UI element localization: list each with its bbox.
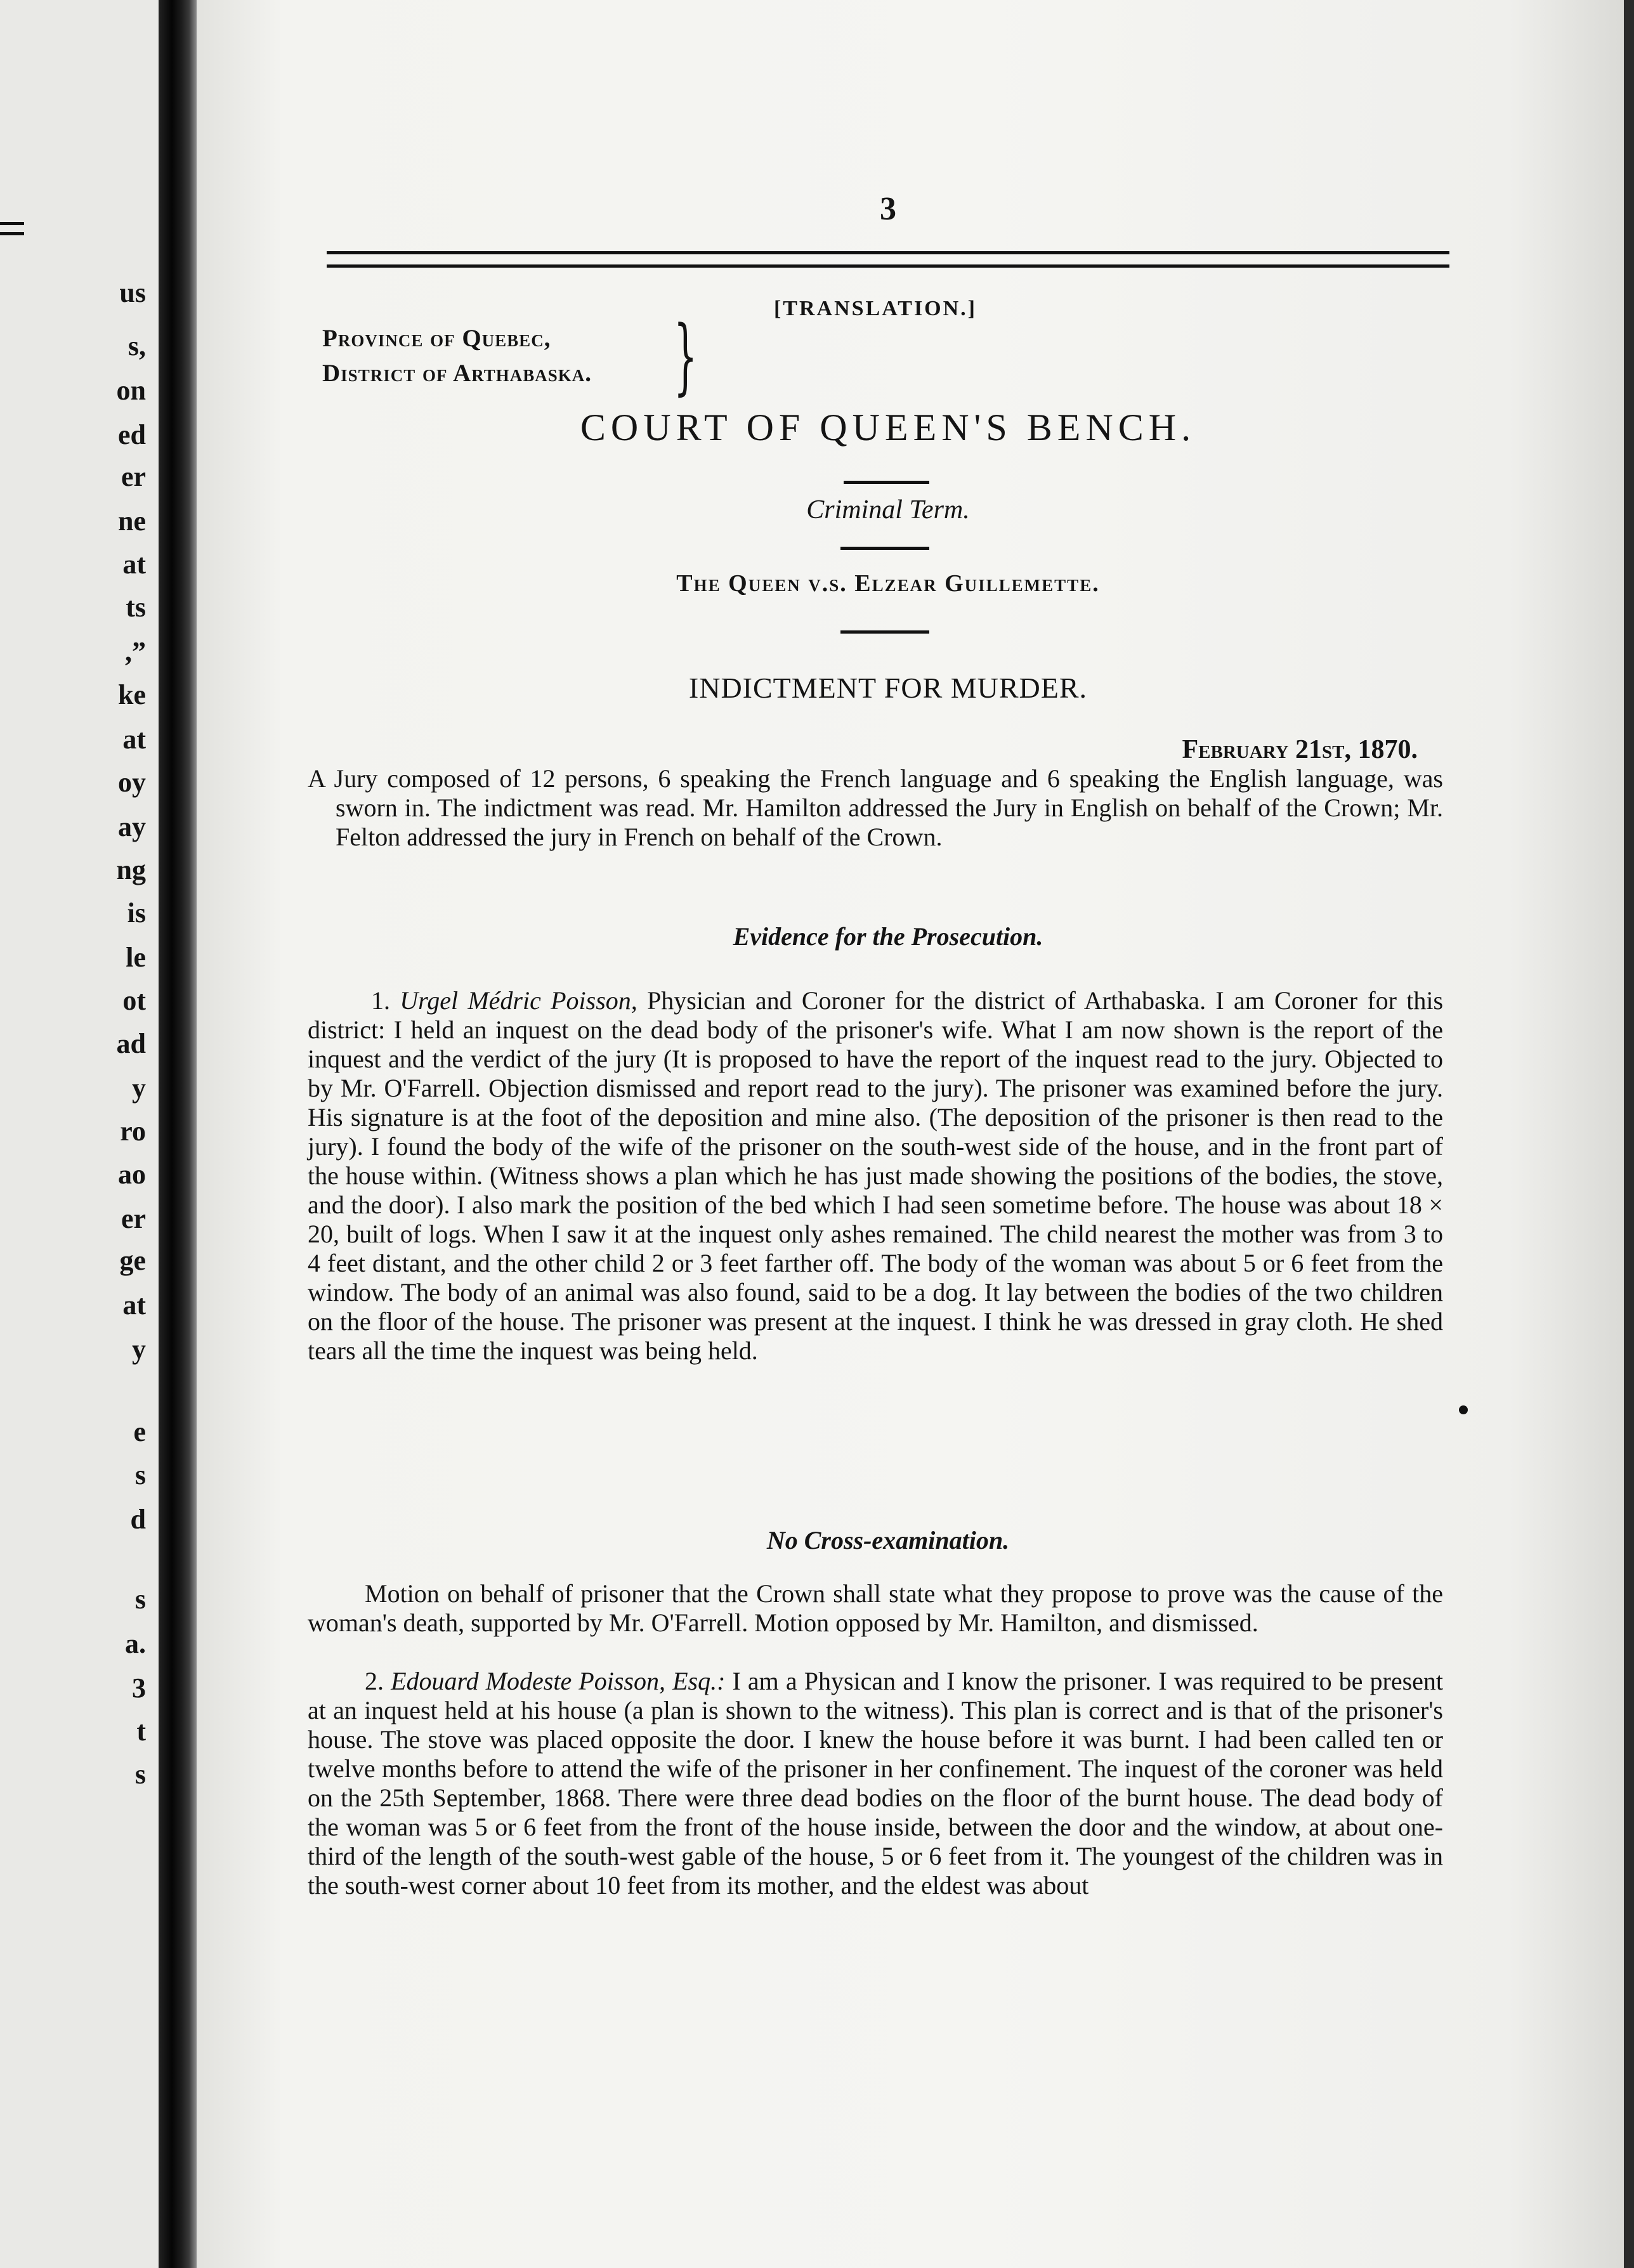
facing-page-fragment: y — [132, 1334, 146, 1365]
page-edge — [1624, 0, 1634, 2268]
facing-page-fragment: ge — [119, 1245, 146, 1276]
witness-2-name: Edouard Modeste Poisson, Esq.: — [391, 1667, 726, 1695]
facing-page-fragment: er — [121, 461, 146, 492]
facing-page-fragment: 3 — [132, 1672, 146, 1704]
facing-page-fragment: d — [130, 1504, 146, 1535]
witness-1-name: Urgel Médric Poisson, — [400, 986, 637, 1015]
separator-rule — [840, 630, 929, 634]
facing-page-fragment: us — [119, 277, 146, 308]
jurisdiction-block — [322, 321, 592, 391]
facing-page-fragment: s, — [127, 330, 146, 362]
evidence-heading: Evidence for the Prosecution. — [733, 922, 1043, 951]
facing-page-fragment: e — [133, 1416, 146, 1447]
margin-dot — [1459, 1405, 1468, 1414]
witness-2-testimony: I am a Physican and I know the prisoner. I was required to be present at an inquest held at his house (a plan is shown to the witness). This plan is correct and is that of the prisoner's house. The stove was placed opposite the door. I knew the house before it was burnt. I had been called ten or twelve months before to attend the wife of the prisoner in her confinement. The inquest of the coroner was held on the 25th September, 1868. There were three dead bodies on the floor of the burnt house. The dead body of the woman was 5 or 6 feet from the front of the house inside, between the door and the window, at about one-third of the length of the south-west gable of the house, 5 or 6 feet from it. The youngest of the children was in the south-west corner about 10 feet from its mother, and the eldest was about — [308, 1667, 1444, 1900]
facing-page-fragment: ne — [118, 505, 146, 537]
facing-page-fragment: t — [136, 1716, 146, 1747]
facing-page-fragment: er — [121, 1203, 146, 1234]
motion-paragraph: Motion on behalf of prisoner that the Crown shall state what they propose to prove was the cause of the woman's death, supported by Mr. O'Farrell. Motion opposed by Mr. Hamilton, and dismissed. — [308, 1579, 1443, 1637]
brace-symbol: } — [674, 308, 698, 404]
facing-page-fragment: at — [122, 724, 146, 755]
separator-rule — [840, 547, 929, 550]
term-subtitle: Criminal Term. — [806, 495, 970, 525]
facing-page-fragment: s — [134, 1759, 146, 1790]
witness-2-paragraph — [308, 1667, 1443, 1900]
province-line: Province of Quebec, — [322, 325, 551, 352]
facing-page-fragment: is — [127, 897, 146, 929]
facing-page — [0, 0, 159, 2268]
indictment-heading: INDICTMENT FOR MURDER. — [688, 672, 1088, 704]
facing-page-fragment: on — [116, 375, 146, 406]
facing-page-fragment: at — [122, 549, 146, 580]
facing-page-fragment: s — [134, 1584, 146, 1615]
facing-page-fragment: oy — [118, 767, 146, 798]
facing-page-fragment: a. — [125, 1628, 146, 1659]
facing-page-fragment: ay — [118, 811, 146, 842]
facing-page-fragment: ad — [116, 1028, 146, 1059]
witness-1-paragraph — [308, 986, 1443, 1365]
facing-page-fragment: y — [132, 1072, 146, 1104]
facing-page-fragment: at — [122, 1289, 146, 1320]
page-number: 3 — [880, 191, 896, 227]
witness-1-testimony: Physician and Coroner for the district of Arthabaska. I am Coroner for this district: I held an inquest on the dead body of the prisoner's wife. What I am now shown is the report of the inquest and the verdict of the jury (It is proposed to have the report of the inquest read to the jury. Objected to by Mr. O'Farrell. Objection dismissed and report read to the jury). The prisoner was examined before the jury. His signature is at the foot of the deposition and mine also. (The deposition of the prisoner is then read to the jury). I found the body of the wife of the prisoner on the south-west side of the house, and in the front part of the house within. (Witness shows a plan which he has just made showing the positions of the bodies, the stove, and the door). I also mark the position of the bed which I had seen sometime before. The house was about 18 × 20, built of logs. When I saw it at the inquest only ashes remained. The child nearest the mother was from 3 to 4 feet distant, and the other child 2 or 3 feet farther off. The body of the woman was about 5 or 6 feet from the window. The body of an animal was also found, said to be a dog. It lay between the bodies of the two children on the floor of the house. The prisoner was present at the inquest. I think he was dressed in gray cloth. He shed tears all the time the inquest was being held. — [308, 986, 1444, 1365]
cross-examination-heading: No Cross-examination. — [766, 1526, 1010, 1554]
facing-page-fragment: ng — [116, 854, 146, 885]
translation-note: [TRANSLATION.] — [773, 297, 977, 320]
intro-paragraph: A Jury composed of 12 persons, 6 speaking the French language and 6 speaking the English language, was sworn in. The indictment was read. Mr. Hamilton addressed the Jury in English on behalf of the Crown; Mr. Felton addressed the jury in French on behalf of the Crown. — [308, 764, 1443, 851]
facing-page-fragment: ts — [126, 592, 146, 623]
facing-page-fragment: ,” — [125, 636, 146, 667]
separator-rule — [844, 481, 929, 484]
facing-page-rule — [0, 232, 24, 235]
court-title: COURT OF QUEEN'S BENCH. — [580, 407, 1196, 448]
witness-1-number: 1. — [371, 986, 390, 1015]
header-double-rule — [327, 251, 1449, 268]
facing-page-rule — [0, 222, 24, 225]
trial-date: February 21st, 1870. — [1182, 735, 1418, 764]
facing-page-fragment: ao — [118, 1159, 146, 1190]
case-caption: The Queen v.s. Elzear Guillemette. — [676, 570, 1100, 597]
facing-page-fragment: ot — [122, 985, 146, 1016]
district-line: District of Arthabaska. — [322, 360, 592, 387]
facing-page-fragment: le — [126, 942, 146, 973]
facing-page-fragment: ke — [118, 679, 146, 710]
witness-2-number: 2. — [365, 1667, 384, 1695]
facing-page-fragment: s — [134, 1459, 146, 1490]
book-spine — [159, 0, 197, 2268]
facing-page-fragment: ed — [118, 419, 146, 450]
facing-page-fragment: ro — [120, 1116, 146, 1147]
